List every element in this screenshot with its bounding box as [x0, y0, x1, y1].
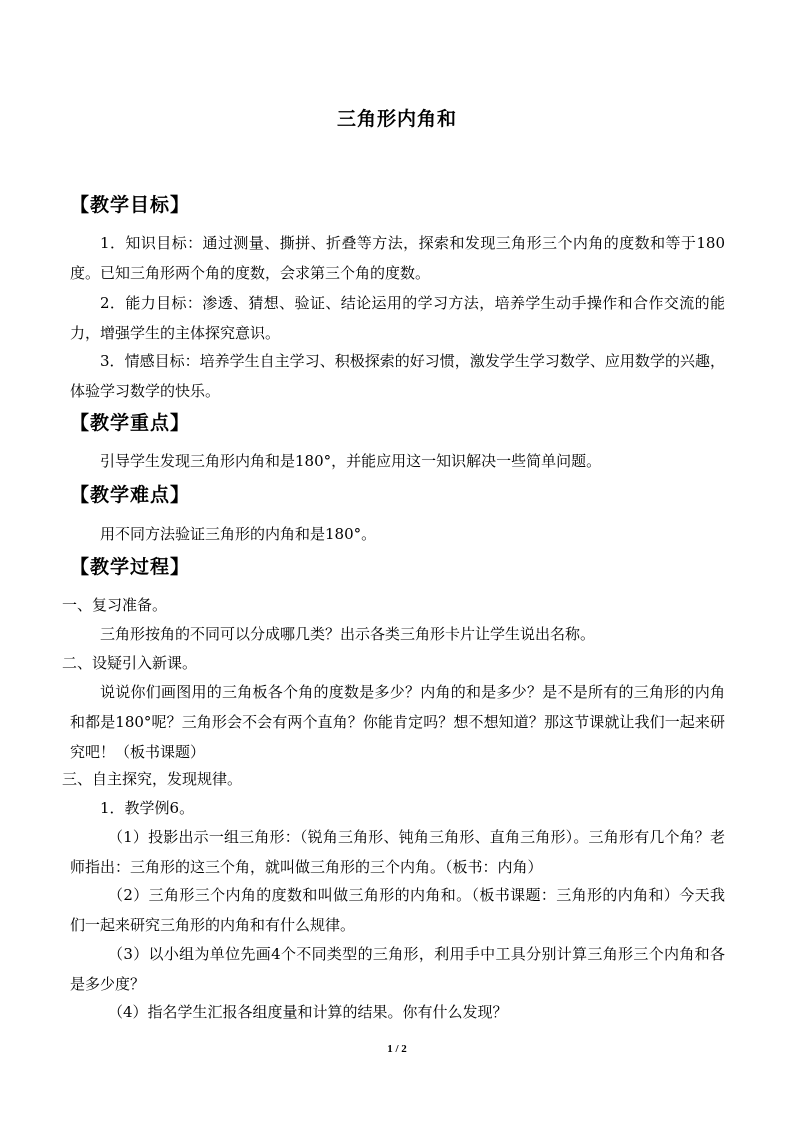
objective-2: 2．能力目标：渗透、猜想、验证、结论运用的学习方法，培养学生动手操作和合作交流的能力，增强学生的主体探究意识。	[70, 294, 725, 342]
process-step-3-title: 三、自主探究，发现规律。	[62, 770, 243, 788]
process-item-4: （4）指名学生汇报各组度量和计算的结果。你有什么发现？	[108, 1003, 508, 1021]
process-heading: 【教学过程】	[70, 556, 191, 578]
process-step-2-text: 说说你们画图用的三角板各个角的度数是多少？内角的和是多少？是不是所有的三角形的内角和都是180°呢？三角形会不会有两个直角？你能肯定吗？想不想知道？那这节课就让我们一起来研究吧！（板书课题）	[70, 683, 725, 761]
objectives-heading: 【教学目标】	[70, 194, 191, 216]
process-step-1-text: 三角形按角的不同可以分成哪几类？出示各类三角形卡片让学生说出名称。	[100, 625, 596, 643]
process-step-1-title: 一、复习准备。	[62, 596, 168, 614]
page-number: 1 / 2	[387, 1043, 407, 1055]
page-title: 三角形内角和	[336, 108, 457, 130]
process-item-3: （3）以小组为单位先画4个不同类型的三角形，利用手中工具分别计算三角形三个内角和各是多少度？	[70, 945, 725, 993]
process-item-2: （2）三角形三个内角的度数和叫做三角形的内角和。（板书课题：三角形的内角和）今天我们一起来研究三角形的内角和有什么规律。	[70, 886, 725, 934]
difficulties-heading: 【教学难点】	[70, 484, 191, 506]
process-item-1: （1）投影出示一组三角形：（锐角三角形、钝角三角形、直角三角形）。三角形有几个角？老师指出：三角形的这三个角，就叫做三角形的三个内角。（板书：内角）	[70, 828, 725, 876]
key-point-text: 引导学生发现三角形内角和是180°，并能应用这一知识解决一些简单问题。	[100, 452, 602, 470]
difficulty-text: 用不同方法验证三角形的内角和是180°。	[100, 525, 377, 543]
key-points-heading: 【教学重点】	[70, 412, 191, 434]
example-title: 1．教学例6。	[100, 799, 195, 817]
objective-1: 1．知识目标：通过测量、撕拼、折叠等方法，探索和发现三角形三个内角的度数和等于180度。已知三角形两个角的度数，会求第三个角的度数。	[70, 234, 725, 282]
process-step-2-title: 二、设疑引入新课。	[62, 654, 198, 672]
objective-3: 3．情感目标：培养学生自主学习、积极探索的好习惯，激发学生学习数学、应用数学的兴趣，体验学习数学的快乐。	[70, 352, 725, 400]
